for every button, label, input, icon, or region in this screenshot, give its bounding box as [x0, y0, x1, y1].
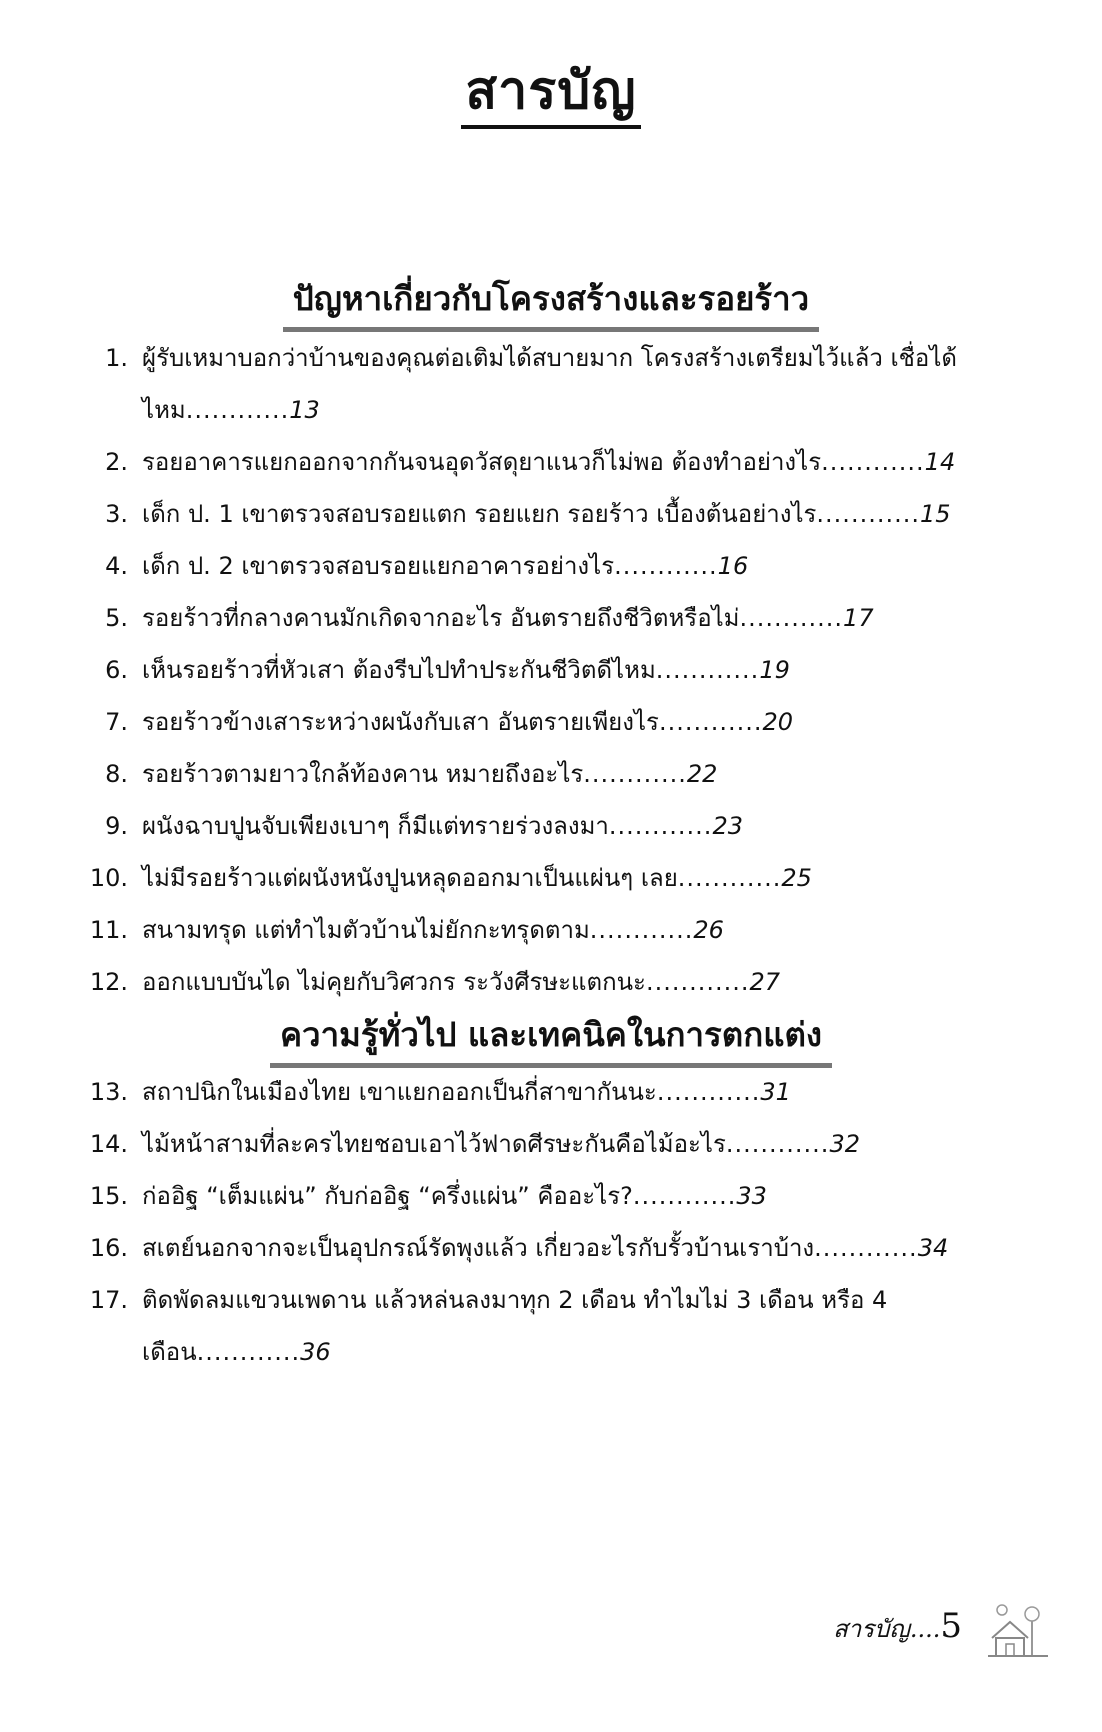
page-title-wrap: [0, 48, 1102, 131]
toc-entry-number: 1.: [105, 344, 128, 372]
toc-entry[interactable]: [80, 1222, 1040, 1274]
toc-entry-number: 2.: [105, 448, 128, 476]
toc-entry-page: 14: [924, 448, 956, 476]
toc-entry-page: 26: [693, 916, 724, 944]
section-heading: ปัญหาเกี่ยวกับโครงสร้างและรอยร้าว: [283, 272, 819, 332]
toc-entry-title: ติดพัดลมแขวนเพดาน แล้วหล่นลงมาทุก 2 เดือน ทำไมไม่ 3 เดือน หรือ 4 เดือน: [142, 1286, 888, 1366]
toc-entry-title: สนามทรุด แต่ทำไมตัวบ้านไม่ยักกะทรุดตาม: [142, 916, 590, 944]
toc-entry-title: เด็ก ป. 2 เขาตรวจสอบรอยแยกอาคารอย่างไร: [142, 552, 615, 580]
toc-entry[interactable]: [80, 904, 1040, 956]
toc-entry-page: 32: [829, 1130, 860, 1158]
page-footer: [833, 1606, 962, 1648]
toc-entry-leader: ............: [632, 1182, 737, 1210]
toc-entry-page: 36: [300, 1338, 331, 1366]
toc-entry[interactable]: [80, 1118, 1040, 1170]
toc-entry-number: 14.: [89, 1130, 128, 1158]
toc-entry[interactable]: [80, 696, 1040, 748]
toc-entry[interactable]: [80, 1170, 1040, 1222]
toc-entry[interactable]: [80, 956, 1040, 1008]
toc-entry-title: ก่ออิฐ “เต็มแผ่น” กับก่ออิฐ “ครึ่งแผ่น” คืออะไร?: [142, 1182, 633, 1210]
footer-label: สารบัญ: [833, 1615, 910, 1643]
toc-entry[interactable]: [80, 488, 1040, 540]
toc-entry-leader: ............: [814, 1234, 918, 1262]
toc-entry-number: 6.: [105, 656, 128, 684]
toc-entry-number: 17.: [89, 1286, 128, 1314]
toc-entry-number: 7.: [105, 708, 128, 736]
toc-entry-leader: ............: [739, 604, 844, 632]
toc-entry-title: รอยร้าวข้างเสาระหว่างผนังกับเสา อันตรายเพียงไร: [142, 708, 659, 736]
toc-entry-title: รอยอาคารแยกออกจากกันจนอุดวัสดุยาแนวก็ไม่พอ ต้องทำอย่างไร: [142, 448, 822, 476]
toc-entry-page: 15: [919, 500, 951, 528]
toc-entry[interactable]: [80, 748, 1040, 800]
toc-entry[interactable]: [80, 592, 1040, 644]
toc-entry-page: 31: [760, 1078, 791, 1106]
toc-entry-page: 22: [686, 760, 718, 788]
section-heading-general: [0, 1008, 1102, 1068]
toc-entry[interactable]: [80, 1066, 1040, 1118]
toc-entry-number: 12.: [89, 968, 128, 996]
toc-entry-number: 8.: [105, 760, 128, 788]
toc-list-structure: [80, 332, 1040, 1008]
toc-entry-number: 11.: [89, 916, 128, 944]
toc-entry-title: ออกแบบบันได ไม่คุยกับวิศวกร ระวังศีรษะแตกนะ: [142, 968, 646, 996]
toc-entry-page: 23: [712, 812, 743, 840]
toc-entry-number: 3.: [105, 500, 128, 528]
toc-entry-leader: ............: [725, 1130, 830, 1158]
toc-entry-leader: ............: [645, 968, 750, 996]
toc-entry[interactable]: [80, 800, 1040, 852]
toc-entry[interactable]: [80, 1274, 1040, 1378]
toc-entry[interactable]: [80, 644, 1040, 696]
toc-entry-page: 13: [289, 396, 320, 424]
toc-entry-title: เด็ก ป. 1 เขาตรวจสอบรอยแตก รอยแยก รอยร้าว เบื้องต้นอย่างไร: [142, 500, 817, 528]
toc-entry-leader: ............: [196, 1338, 301, 1366]
toc-entry-number: 9.: [105, 812, 128, 840]
toc-entry-number: 16.: [89, 1234, 128, 1262]
toc-entry-page: 16: [717, 552, 749, 580]
toc-entry-page: 33: [736, 1182, 767, 1210]
footer-dots: ....: [909, 1615, 941, 1643]
toc-entry-number: 5.: [105, 604, 128, 632]
toc-entry-title: ผู้รับเหมาบอกว่าบ้านของคุณต่อเติมได้สบายมาก โครงสร้างเตรียมไว้แล้ว เชื่อได้ไหม: [142, 344, 958, 424]
toc-entry-leader: ............: [656, 1078, 761, 1106]
toc-entry-title: ผนังฉาบปูนจับเพียงเบาๆ ก็มีแต่ทรายร่วงลงมา: [142, 812, 609, 840]
toc-entry-leader: ............: [589, 916, 694, 944]
toc-entry-title: รอยร้าวที่กลางคานมักเกิดจากอะไร อันตรายถึงชีวิตหรือไม่: [142, 604, 740, 632]
toc-entry-leader: ............: [658, 708, 763, 736]
section-heading-structure: [0, 272, 1102, 332]
toc-entry-page: 25: [781, 864, 812, 892]
toc-entry-title: ไม่มีรอยร้าวแต่ผนังหนังปูนหลุดออกมาเป็นแผ่นๆ เลย: [142, 864, 678, 892]
toc-entry-title: ไม้หน้าสามที่ละครไทยชอบเอาไว้ฟาดศีรษะกันคือไม้อะไร: [142, 1130, 726, 1158]
toc-entry[interactable]: [80, 540, 1040, 592]
toc-entry-title: สถาปนิกในเมืองไทย เขาแยกออกเป็นกี่สาขากันนะ: [142, 1078, 657, 1106]
house-tree-icon: [986, 1598, 1050, 1662]
toc-entry-number: 4.: [105, 552, 128, 580]
toc-entry-page: 20: [762, 708, 794, 736]
toc-entry-leader: ............: [816, 500, 920, 528]
page-number: 5: [940, 1606, 962, 1646]
toc-entry-page: 27: [749, 968, 781, 996]
toc-entry-number: 15.: [89, 1182, 128, 1210]
toc-entry-title: เห็นรอยร้าวที่หัวเสา ต้องรีบไปทำประกันชีวิตดีไหม: [142, 656, 656, 684]
toc-entry-page: 17: [843, 604, 874, 632]
toc-entry-leader: ............: [677, 864, 782, 892]
toc-entry-number: 13.: [89, 1078, 128, 1106]
toc-entry-leader: ............: [614, 552, 718, 580]
toc-entry[interactable]: [80, 332, 1040, 436]
toc-entry-title: สเตย์นอกจากจะเป็นอุปกรณ์รัดพุงแล้ว เกี่ยวอะไรกับรั้วบ้านเราบ้าง: [142, 1234, 815, 1262]
toc-entry[interactable]: [80, 852, 1040, 904]
toc-entry-leader: ............: [655, 656, 760, 684]
toc-entry-page: 34: [917, 1234, 949, 1262]
section-heading: ความรู้ทั่วไป และเทคนิคในการตกแต่ง: [270, 1008, 832, 1068]
toc-list-general: [80, 1066, 1040, 1378]
toc-entry[interactable]: [80, 436, 1040, 488]
toc-entry-leader: ............: [583, 760, 687, 788]
toc-entry-leader: ............: [185, 396, 290, 424]
toc-entry-page: 19: [759, 656, 790, 684]
toc-entry-leader: ............: [821, 448, 925, 476]
toc-entry-title: รอยร้าวตามยาวใกล้ท้องคาน หมายถึงอะไร: [142, 760, 584, 788]
page-title: สารบัญ: [461, 61, 640, 129]
toc-entry-number: 10.: [89, 864, 128, 892]
toc-entry-leader: ............: [608, 812, 713, 840]
